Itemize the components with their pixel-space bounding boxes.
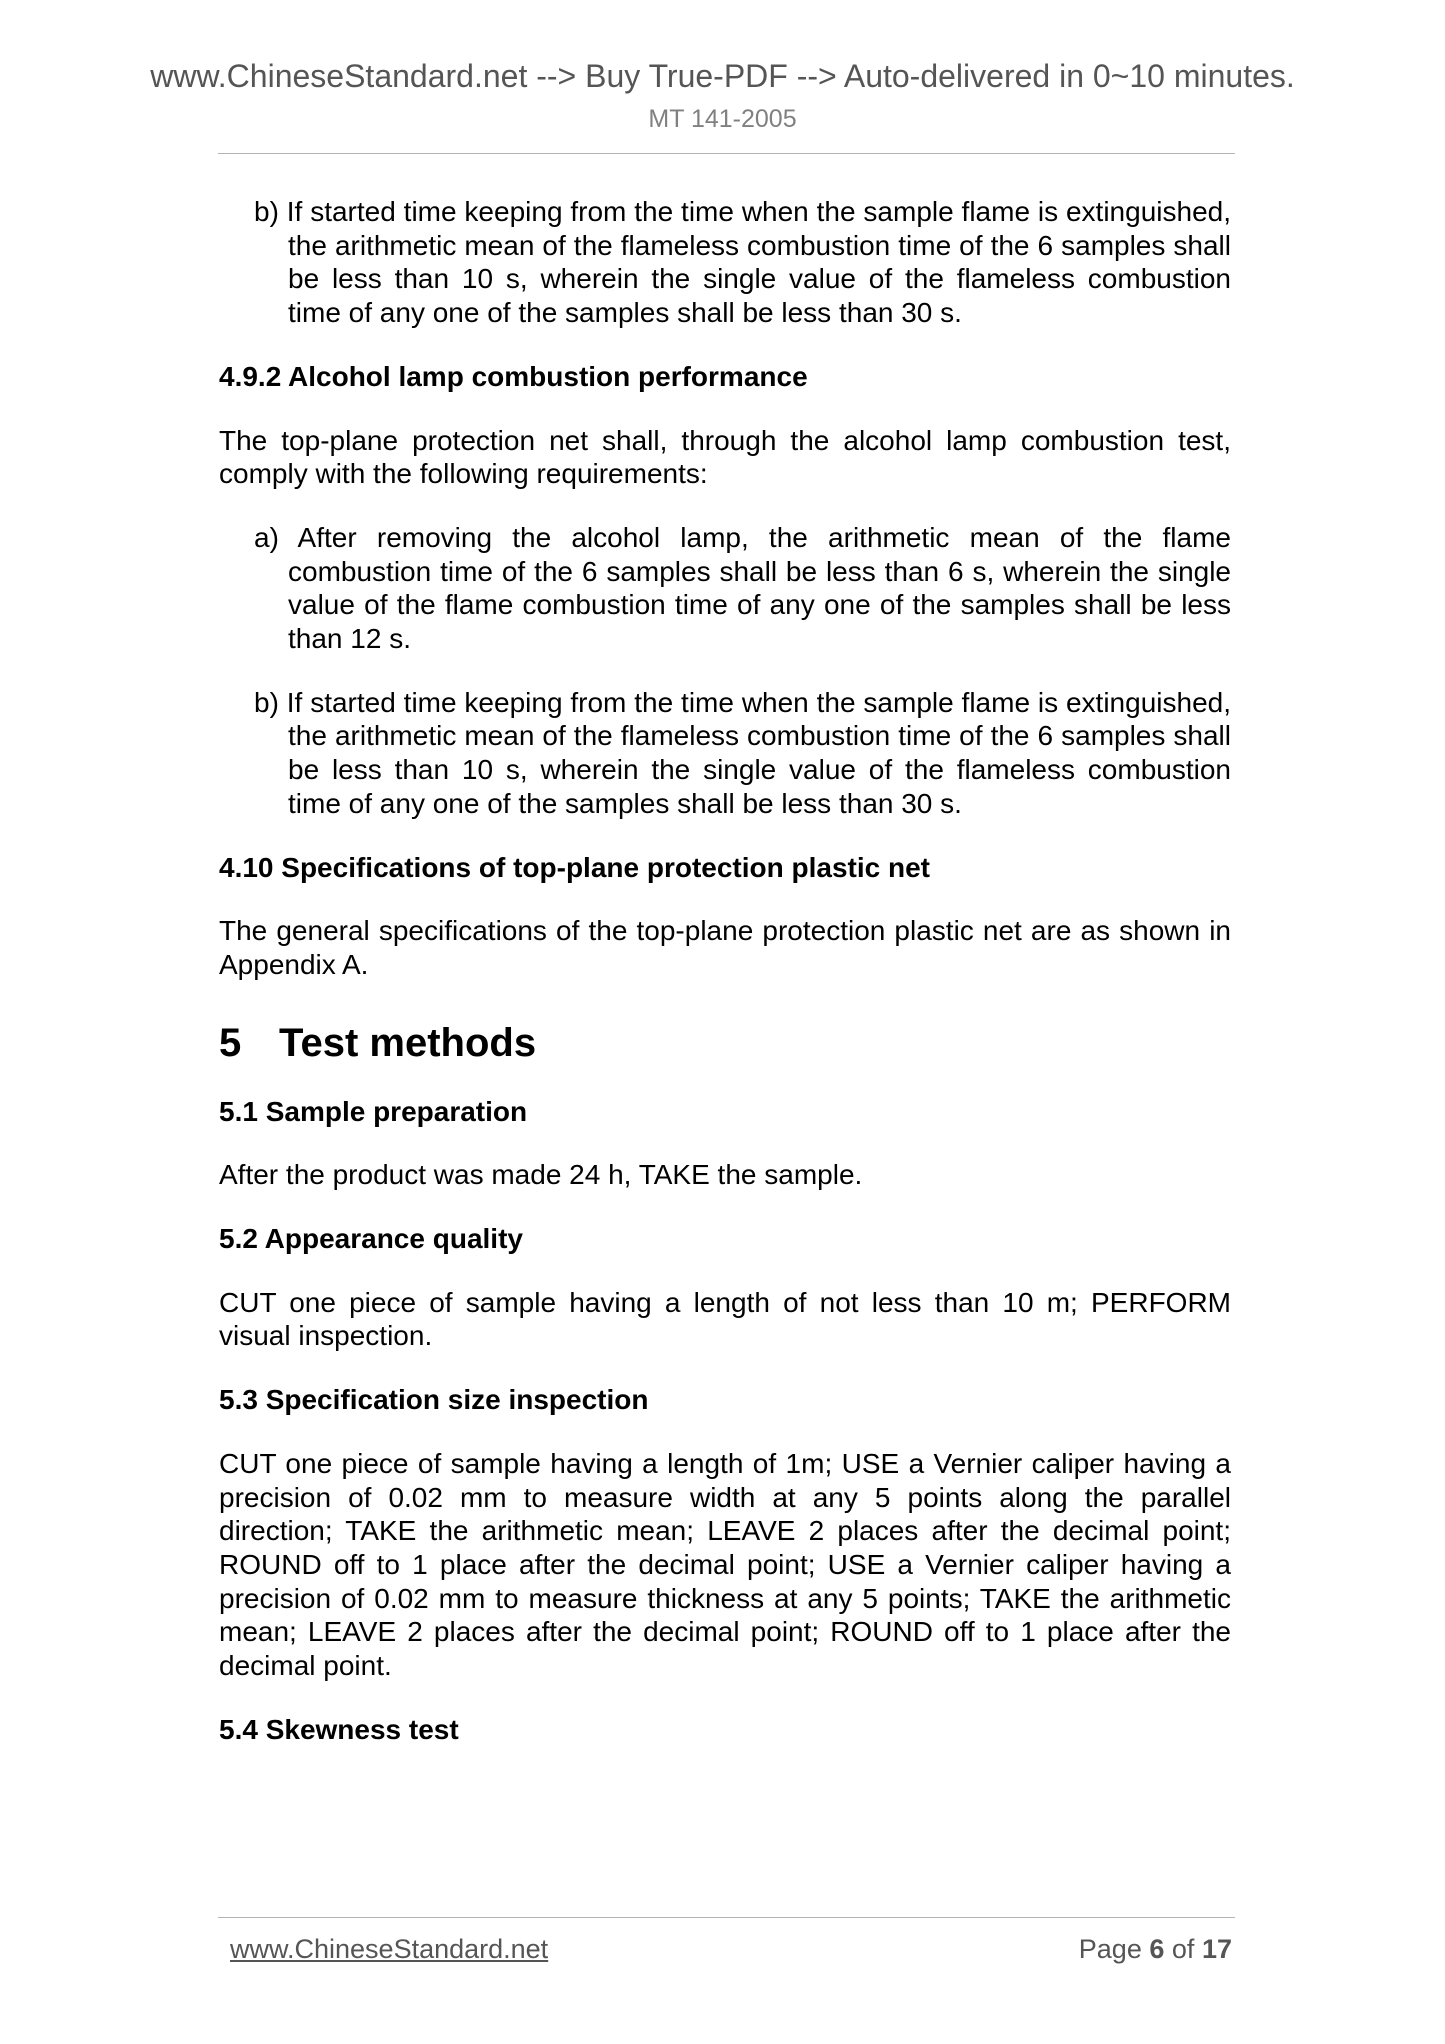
- list-item-a: a) After removing the alcohol lamp, the arithmetic mean of the flame combustion time of the 6 samples shall be less than 6 s, wherein the single value of the flame combustion time of any one of the samples shall be less than 12 s.: [254, 521, 1231, 655]
- footer-website-link[interactable]: www.ChineseStandard.net: [230, 1934, 549, 1964]
- page-total: 17: [1201, 1934, 1232, 1964]
- document-code: MT 141-2005: [648, 105, 797, 133]
- paragraph-4-10: The general specifications of the top-plane protection plastic net are as shown in Appendix A.: [219, 915, 1231, 980]
- page-number: [1079, 1932, 1232, 1966]
- header-banner: www.ChineseStandard.net --> Buy True-PDF --> Auto-delivered in 0~10 minutes.: [150, 58, 1295, 94]
- paragraph-4-9-2: The top-plane protection net shall, through the alcohol lamp combustion test, comply with the following requirements:: [219, 424, 1231, 490]
- heading-5: [219, 1019, 1231, 1067]
- paragraph-5-3: CUT one piece of sample having a length of 1m; USE a Vernier caliper having a precision of 0.02 mm to measure width at any 5 points along the parallel direction; TAKE the arithmetic mean; LEAVE 2 places after the decimal point; ROUND off to 1 place after the decimal point; USE a Vernier caliper having a precision of 0.02 mm to measure thickness at any 5 points; TAKE the arithmetic mean; LEAVE 2 places after the decimal point; ROUND off to 1 place after the decimal point.: [219, 1447, 1231, 1682]
- heading-5-number: 5: [219, 1020, 242, 1065]
- page-content: [219, 195, 1231, 1777]
- page-current: 6: [1149, 1934, 1165, 1964]
- footer-divider: [218, 1917, 1235, 1918]
- paragraph-5-1: After the product was made 24 h, TAKE the sample.: [219, 1159, 863, 1191]
- heading-5-1: 5.1 Sample preparation: [219, 1095, 528, 1127]
- heading-5-3: 5.3 Specification size inspection: [219, 1384, 649, 1416]
- page-of-label: of: [1171, 1934, 1195, 1964]
- list-item-b: b) If started time keeping from the time when the sample flame is extinguished, the arithmetic mean of the flameless combustion time of the 6 samples shall be less than 10 s, wherein the single value of the flameless combustion time of any one of the samples shall be less than 30 s.: [254, 686, 1231, 819]
- header-divider: [218, 153, 1235, 154]
- heading-5-2: 5.2 Appearance quality: [219, 1223, 523, 1255]
- page-label: Page: [1078, 1934, 1142, 1964]
- paragraph-5-2: CUT one piece of sample having a length of not less than 10 m; PERFORM visual inspection.: [219, 1286, 1231, 1352]
- heading-5-4: 5.4 Skewness test: [219, 1713, 459, 1745]
- heading-4-10: 4.10 Specifications of top-plane protection plastic net: [219, 851, 931, 883]
- list-item-b: b) If started time keeping from the time when the sample flame is extinguished, the arithmetic mean of the flameless combustion time of the 6 samples shall be less than 10 s, wherein the single value of the flameless combustion time of any one of the samples shall be less than 30 s.: [254, 196, 1231, 329]
- heading-5-title: Test methods: [279, 1020, 537, 1065]
- heading-4-9-2: 4.9.2 Alcohol lamp combustion performance: [219, 360, 808, 392]
